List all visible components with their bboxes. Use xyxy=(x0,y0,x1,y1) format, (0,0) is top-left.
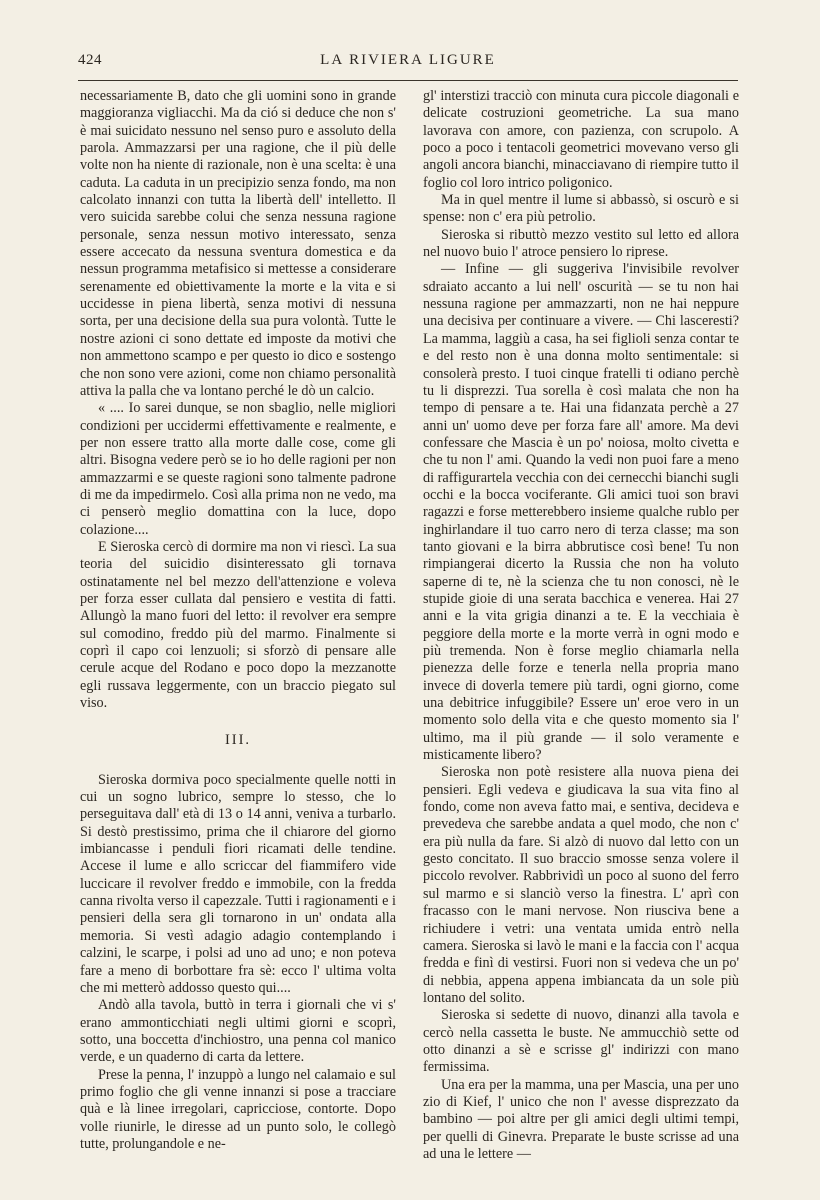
paragraph: Una era per la mamma, una per Mascia, una per uno zio di Kief, l' unico che non l' avesse disprezzato da bambino — poi altre per gli amici degli ultimi tempi, per quelli di Ginevra. Preparate le buste scrisse ad una ad una le lettere — xyxy=(423,1076,739,1162)
paragraph: Sieroska si sedette di nuovo, dinanzi alla tavola e cercò nella cassetta le buste. Ne ammucchiò sette od otto dinanzi a sè e scrisse gl' indirizzi con mano fermissima. xyxy=(423,1007,739,1076)
paragraph: — Infine — gli suggeriva l'invisibile revolver sdraiato accanto a lui nell' oscurità — se tu non hai nessuna ragione per ammazzarti, non ne hai neppure una decisiva per continuare a vivere. — Chi lasceresti? La mamma, laggiù a casa, ha sei figlioli senza contar te e del resto non è una donna molto sentimentale: si consolerà presto. I tuoi cinque fratelli ti odiano perchè tu li disprezzi. Tua sorella è così malata che non ha tempo di pensare a te. Hai una fidanzata perchè a 27 anni un' uomo deve per forza fare all' amore. Ma devi confessare che Mascia è un po' noiosa, molto civetta e che tu non l' ami. Quando la vedi non puoi fare a meno di raffigurartela vecchia con dei cernecchi bianchi sugli occhi e la bocca vociferante. Gli amici tuoi son bravi ragazzi e forse metterebbero insieme qualche rublo per inghirlandare il tuo carro nero di terza classe; ma son tanto giovani e la birra abbrutisce così bene! Tu non rimpiangerai dicerto la Russia che non ha voluto saperne di te, nè la scienza che tu non conosci, nè le stupide gioie di una serata bacchica e venerea. Hai 27 anni e la vita grigia dinanzi a te. E la vecchiaia è peggiore della morte e la morte verrà in ogni modo e più tremenda. Non è forse meglio chiamarla nella pienezza delle forze e tenerla nella propria mano invece di doverla temere più tardi, ogni giorno, come una debitrice infuggibile? Essere un' eroe vero in un momento solo della vita e che questo momento sia l' ultimo, ma il più grande — il solo veramente e misticamente libero? xyxy=(423,261,739,764)
paragraph: « .... Io sarei dunque, se non sbaglio, nelle migliori condizioni per uccidermi effettivamente e realmente, e per non essere tratto alla morte dalle cose, come gli altri. Bisogna vedere però se io ho delle ragioni per non ammazzarmi e se queste ragioni sono talmente padrone di me da impedirmelo. Così alla prima non ne vedo, ma ci penserò meglio domattina con la luce, dopo colazione.... xyxy=(80,400,396,538)
paragraph: Ma in quel mentre il lume si abbassò, si oscurò e si spense: non c' era più petrolio. xyxy=(423,192,739,226)
paragraph: Sieroska non potè resistere alla nuova piena dei pensieri. Egli vedeva e giudicava la sua vita fino al fondo, come non aveva fatto mai, e sentiva, decideva e prevedeva che sarebbe andata a quel modo, che non c' era più nulla da fare. Si alzò di nuovo dal letto con un gesto concitato. Il suo braccio smosse senza volere il piccolo revolver. Rabbrividì un poco al suono del ferro sul marmo e si slanciò verso la finestra. L' aprì con fracasso con le mani nervose. Non riusciva bene a richiudere i vetri: una ventata umida entrò nella camera. Sieroska si lavò le mani e la faccia con l' acqua fredda e finì di vestirsi. Fuori non si vedeva che un po' di nebbia, appena appena imbiancata da un sole più lontano del solito. xyxy=(423,764,739,1006)
left-column xyxy=(80,88,396,1153)
paragraph: E Sieroska cercò di dormire ma non vi riescì. La sua teoria del suicidio disinteressato gli tornava ostinatamente nel bel mezzo dell'attenzione e voleva per forza esser cullata dal pensiero e vestita di fatti. Allungò la mano fuori del letto: il revolver era sempre sul comodino, freddo più del marmo. Finalmente si coprì il capo coi lenzuoli; si sforzò di pensare alle cerule acque del Rodano e poco dopo la mezzanotte egli russava leggermente, con un braccio piegato sul viso. xyxy=(80,538,396,712)
running-title: LA RIVIERA LIGURE xyxy=(320,52,496,68)
paragraph: gl' interstizi tracciò con minuta cura piccole diagonali e delicate costruzioni geometriche. La sua mano lavorava con amore, con pazienza, con scrupolo. A poco a poco i tentacoli geometrici movevano verso gli angoli ancora bianchi, minacciavano di riempire tutto il foglio col loro intrico poligonico. xyxy=(423,88,739,191)
paragraph: Prese la penna, l' inzuppò a lungo nel calamaio e sul primo foglio che gli venne innanzi si pose a tracciare quà e là linee irregolari, capricciose, contorte. Dopo volle riunirle, le diresse ad un punto solo, le collegò tutte, prolungandole e ne- xyxy=(80,1066,396,1152)
page-header xyxy=(78,52,738,74)
right-column xyxy=(423,88,739,1163)
paragraph: necessariamente B, dato che gli uomini sono in grande maggioranza vigliacchi. Ma da ció si deduce che non s' è mai suicidato nessuno nel senso puro e assoluto della parola. Ammazzarsi per una ragione, che il più delle volte non ha niente di razionale, non è una scelta: è una caduta. La caduta in un precipizio senza fondo, ma non calcolato innanzi con tutta la libertà dell' intelletto. Il vero suicida sarebbe colui che senza nessuna ragione personale, senza nessun motivo interessato, senza essere accecato da nessuna sventura domestica e da nessun programma metafisico si mettesse a considerare serenamente ed obiettivamente la morte e la vita e si uccidesse in piena libertà, senza motivi di nessuna sorta, per una decisione della sua pura volontà. Tutte le nostre azioni ci sono dettate ed imposte da motivi che non ammettono scampo e per questo io dico e sostengo che non sono vere azioni, come non chiamo personalità attiva la palla che va lontano perché le dò un calcio. xyxy=(80,88,396,399)
section-heading: III. xyxy=(224,732,252,749)
header-rule xyxy=(78,80,738,81)
page-number: 424 xyxy=(78,52,102,68)
paragraph: Andò alla tavola, buttò in terra i giornali che vi s' erano ammonticchiati negli ultimi giorni e scoprì, sotto, una boccetta d'inchiostro, una penna col manico verde, e un quaderno di carta da lettere. xyxy=(80,997,396,1066)
paragraph: Sieroska dormiva poco specialmente quelle notti in cui un sogno lubrico, sempre lo stesso, che lo perseguitava dall' età di 13 o 14 anni, veniva a turbarlo. Si destò prestissimo, prima che il chiarore del giorno imbiancasse i penduli fiori ricamati delle tendine. Accese il lume e allo scriccar del fiammifero vide luccicare il revolver freddo e immobile, con la fredda canna rivolta verso il capezzale. Tutti i ragionamenti e i pensieri della sera gli tornarono in un' ondata alla memoria. Si vestì adagio adagio contemplando i calzini, le scarpe, i polsi ad uno ad uno; e non poteva fare a meno di borbottare fra sè: ecco l' ultima volta che mi metterò addosso questo qui.... xyxy=(80,771,396,996)
paragraph: Sieroska si ributtò mezzo vestito sul letto ed allora nel nuovo buio l' atroce pensiero lo riprese. xyxy=(423,226,739,261)
